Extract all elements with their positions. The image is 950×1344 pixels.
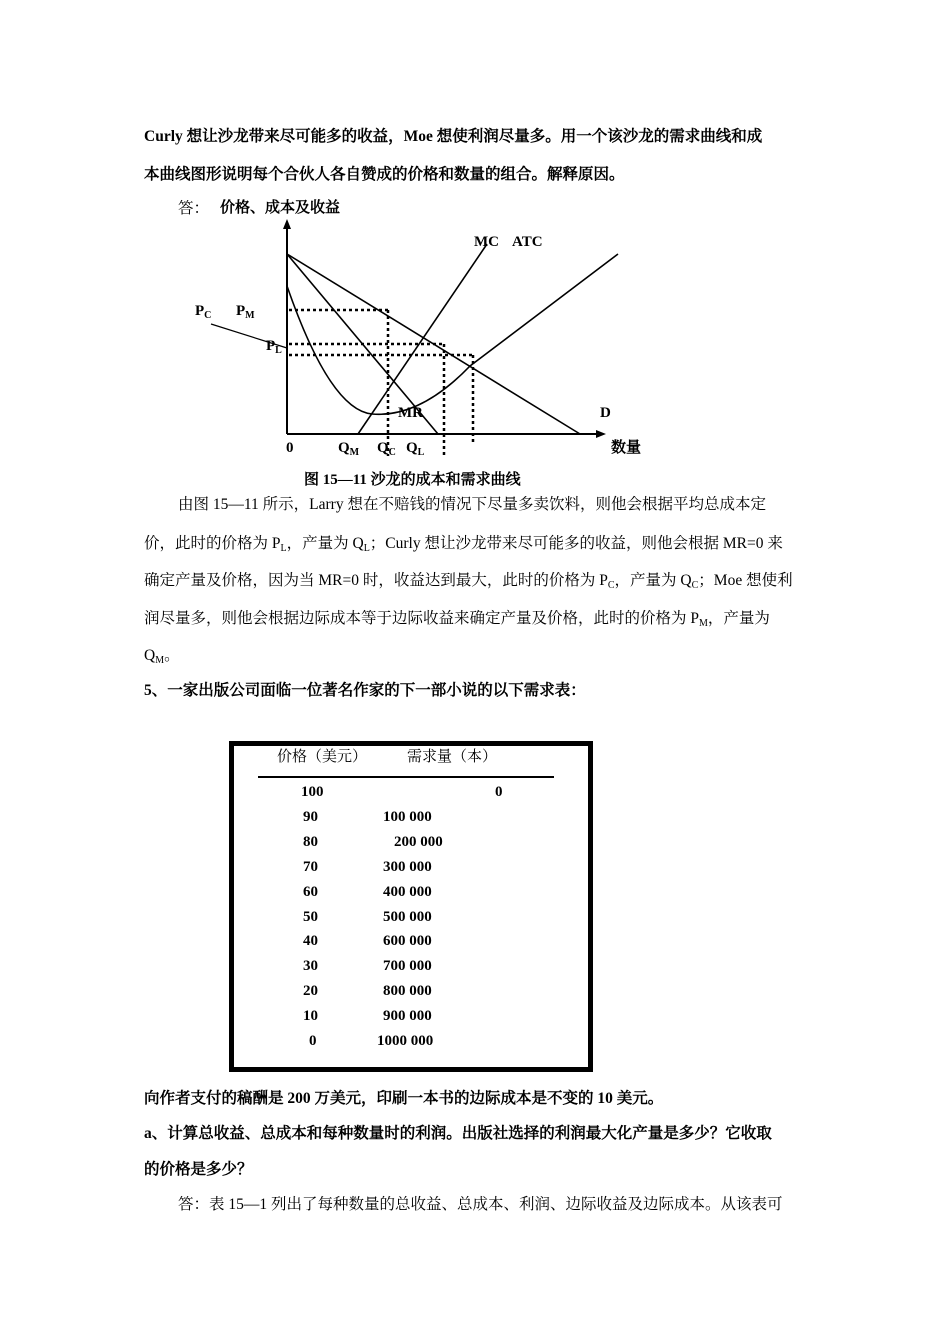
x-axis-label: 数量 [611,440,642,456]
table-cell-quantity: 700 000 [383,958,432,975]
explanation-line-3: 确定产量及价格，因为当 MR=0 时，收益达到最大，此时的价格为 $P_C$，产量为 $Q_C$；Moe 想使利 [144,572,793,591]
explanation-line-5: $Q_M$。 [144,647,180,666]
figure-caption: 图 15—11 沙龙的成本和需求曲线 [304,472,521,488]
intro-line-2: 本曲线图形说明每个合伙人各自赞成的价格和数量的组合。解释原因。 [144,166,625,183]
atc-curve [287,254,618,414]
table-cell-price: 0 [309,1033,317,1049]
table-cell-price: 90 [303,808,318,825]
qc-label: $Q_C$ [377,440,396,458]
explanation-line-4: 润尽量多，则他会根据边际成本等于边际收益来确定产量及价格，此时的价格为 $P_M$，产量为 [144,610,770,629]
table-cell-price: 30 [303,958,318,975]
pm-label: $P_M$ [236,303,255,321]
header-quantity: 需求量（本） [407,749,498,765]
table-cell-quantity: 500 000 [383,908,432,925]
answer-label: 答： [178,200,210,217]
table-cell-quantity: 400 000 [383,883,432,900]
table-cell-quantity: 900 000 [383,1008,432,1025]
table-cell-quantity: 600 000 [383,933,432,950]
pc-label: $P_C$ [195,303,212,321]
answer-a: 答：表 15—1 列出了每种数量的总收益、总成本、利润、边际收益及边际成本。从该表可 [178,1196,783,1213]
table-cell-price: 20 [303,983,318,1000]
table-cell-price: 80 [303,833,318,850]
table-cell-quantity: 200 000 [394,833,443,850]
question-5: 5、一家出版公司面临一位著名作家的下一部小说的以下需求表： [144,682,586,699]
table-cell-quantity: 800 000 [383,983,432,1000]
explanation-line-2: 价，此时的价格为 $P_L$，产量为 $Q_L$；Curly 想让沙龙带来尽可能多的收益，则他会根据 MR=0 来 [144,535,783,554]
pl-label: $P_L$ [266,338,282,356]
chart-title: 价格、成本及收益 [220,200,341,216]
table-cell-quantity: 300 000 [383,858,432,875]
table-cell-price: 60 [303,883,318,900]
royalty-text: 向作者支付的稿酬是 200 万美元，印刷一本书的边际成本是不变的 10 美元。 [144,1090,664,1107]
mc-label: MC [474,234,499,250]
qm-label: $Q_M$ [338,440,360,458]
origin-label: 0 [286,440,294,456]
header-price: 价格（美元） [277,749,368,765]
table-cell-price: 40 [303,933,318,950]
atc-label: ATC [512,234,543,250]
mr-label: MR [398,405,423,421]
demand-table [229,741,593,1071]
d-label: D [600,405,611,421]
y-axis-arrow [283,219,291,229]
question-a-line-1 [144,1124,806,1144]
table-cell-price: 50 [303,908,318,925]
ql-label: $Q_L$ [406,440,425,458]
header-rule [258,776,554,778]
question-a-line-1-text: a、计算总收益、总成本和每种数量时的利润。出版社选择的利润最大化产量是多少？它收取 [144,1125,772,1142]
table-cell-quantity: 0 [495,784,503,800]
table-cell-price: 100 [301,784,324,800]
explanation-line-1: 由图 15—11 所示，Larry 想在不赔钱的情况下尽量多卖饮料，则他会根据平均总成本定 [178,496,766,513]
table-cell-quantity: 100 000 [383,808,432,825]
question-a-line-2: 的价格是多少？ [144,1161,253,1178]
intro-line-1-text: Curly 想让沙龙带来尽可能多的收益，Moe 想使利润尽量多。用一个该沙龙的需求曲线和成 [144,128,763,145]
table-cell-price: 10 [303,1008,318,1025]
table-cell-price: 70 [303,858,318,875]
table-cell-quantity: 1000 000 [377,1033,434,1049]
x-axis-arrow [596,430,606,438]
